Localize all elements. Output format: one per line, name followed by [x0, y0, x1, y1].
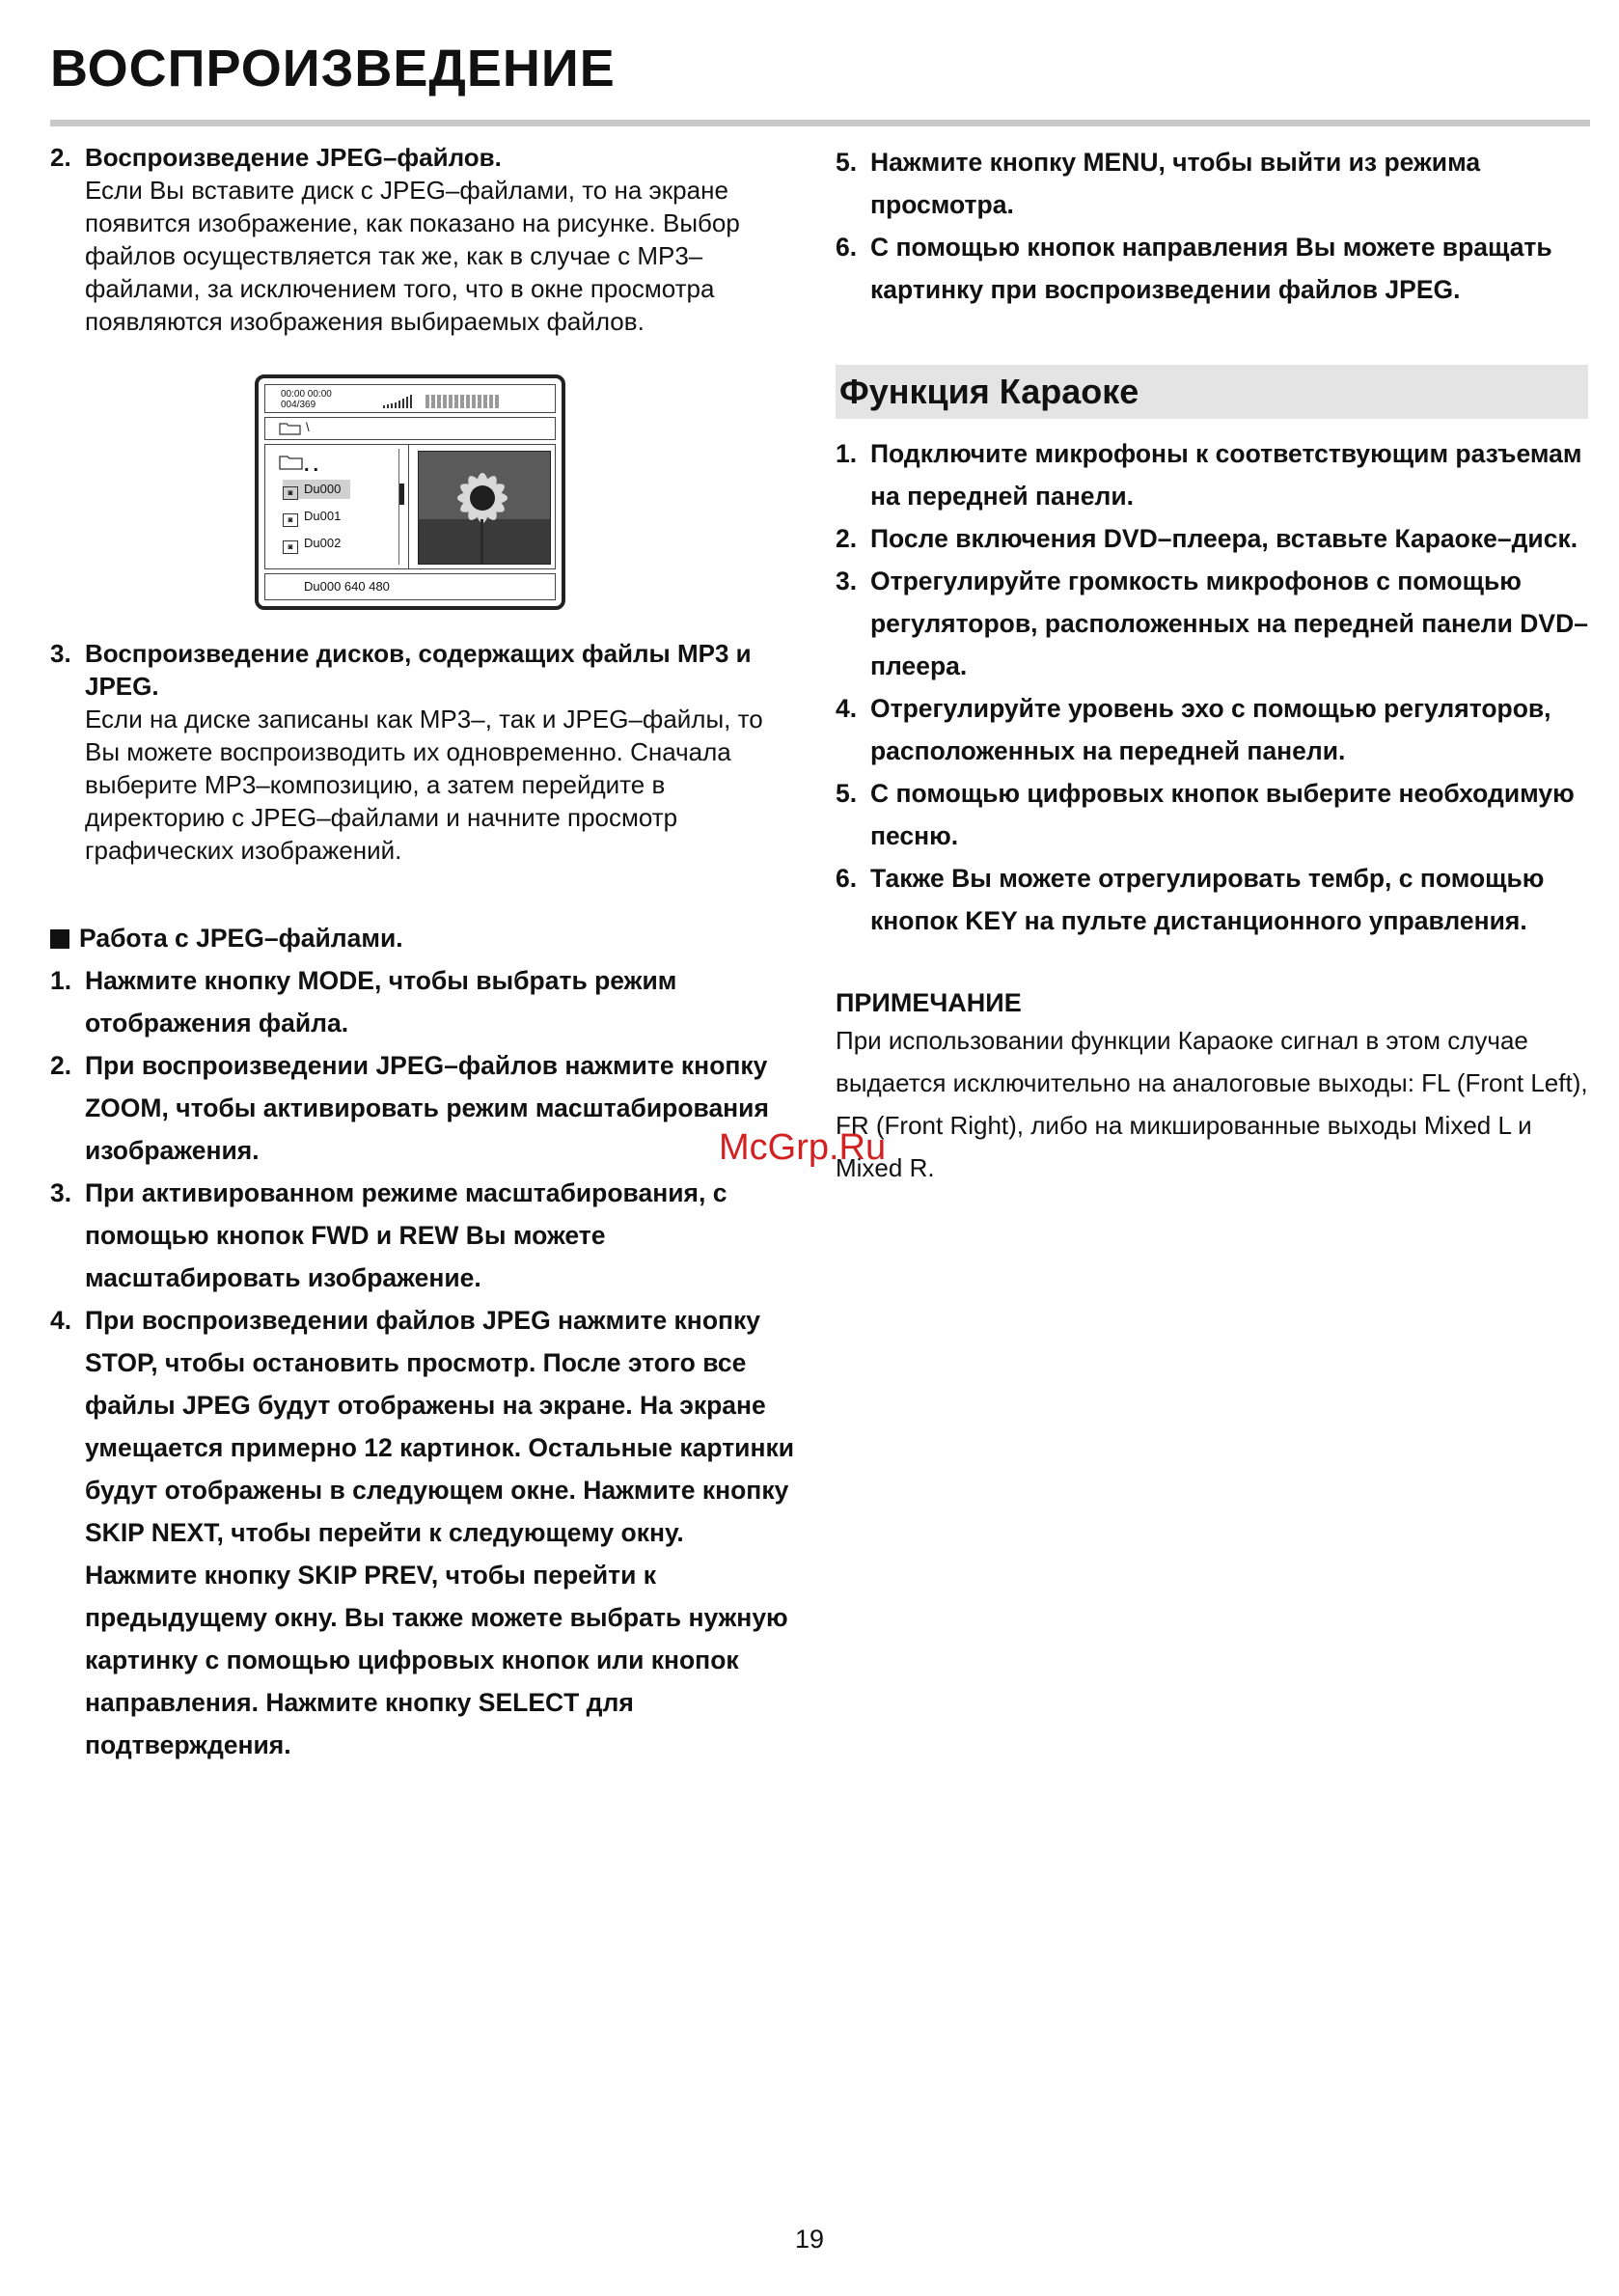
- section-2-text: Если Вы вставите диск с JPEG–файлами, то на экране появится изображение, как показано на рисунке. Выбор файлов осуществляется так же, как в случае с MP3–файлами, за исключением того, что в окне просмотра появляются изображения выбираемых файлов.: [85, 176, 740, 336]
- karaoke-section-title: Функция Караоке: [836, 365, 1588, 419]
- square-bullet-icon: [50, 929, 69, 949]
- list-item: 3. При активированном режиме масштабирования, с помощью кнопок FWD и REW Вы можете масштабировать изображение.: [50, 1178, 727, 1292]
- screen-illustration: [255, 374, 565, 610]
- image-file-icon: ◙: [283, 540, 298, 554]
- file-item-3: ◙ Du002: [283, 534, 341, 553]
- image-file-icon: ◙: [283, 486, 298, 500]
- list-item: 3. Отрегулируйте громкость микрофонов с помощью регуляторов, расположенных на передней панели DVD–плеера.: [836, 567, 1588, 680]
- section-2-heading: 2. Воспроизведение JPEG–файлов.: [50, 143, 502, 172]
- level-meter-icon: [383, 395, 528, 408]
- note-text: При использовании функции Караоке сигнал в этом случае выдается исключительно на аналоговые выходы: FL (Front Left), FR (Front Right), либо на микшированные выходы Mixed L и Mixed R.: [836, 1026, 1588, 1182]
- scrollbar: [398, 449, 404, 565]
- right-column: [836, 141, 1588, 1189]
- list-item: 1. Нажмите кнопку MODE, чтобы выбрать режим отображения файла.: [50, 966, 677, 1037]
- screen-file-list: [265, 445, 409, 568]
- list-item: 4. При воспроизведении файлов JPEG нажмите кнопку STOP, чтобы остановить просмотр. После этого все файлы JPEG будут отображены на экране. На экране умещается примерно 12 картинок. Остальные картинки будут отображены в следующем окне. Нажмите кнопку SKIP NEXT, чтобы перейти к следующему окну. Нажмите кнопку SKIP PREV, чтобы перейти к предыдущему окну. Вы также можете выбрать нужную картинку с помощью цифровых кнопок или кнопок направления. Нажмите кнопку SELECT для подтверждения.: [50, 1306, 795, 1759]
- section-3-text: Если на диске записаны как MP3–, так и JPEG–файлы, то Вы можете воспроизводить их одновременно. Сначала выберите MP3–композицию, а затем перейдите в директорию с JPEG–файлами и начните просмотр графических изображений.: [85, 705, 763, 865]
- page-number: 19: [794, 2225, 825, 2254]
- karaoke-list: [836, 432, 1588, 942]
- file-item-1: ◙ Du000: [283, 480, 350, 499]
- file-item-2: ◙ Du001: [283, 507, 341, 526]
- image-file-icon: ◙: [283, 513, 298, 527]
- photo-preview: [418, 451, 551, 565]
- list-item: 4. Отрегулируйте уровень эхо с помощью регуляторов, расположенных на передней панели.: [836, 694, 1551, 765]
- list-item: 6. Также Вы можете отрегулировать тембр, с помощью кнопок KEY на пульте дистанционного управления.: [836, 864, 1545, 935]
- screen-time: 00:00 00:00: [281, 389, 332, 400]
- list-item: 1. Подключите микрофоны к соответствующим разъемам на передней панели.: [836, 439, 1582, 511]
- screen-browser: [264, 444, 556, 569]
- scrollbar-thumb: [399, 484, 404, 505]
- list-item: 2. При воспроизведении JPEG–файлов нажмите кнопку ZOOM, чтобы активировать режим масштабирования изображения.: [50, 1051, 769, 1165]
- list-item: 5. С помощью цифровых кнопок выберите необходимую песню.: [836, 779, 1575, 850]
- list-item: 6. С помощью кнопок направления Вы можете вращать картинку при воспроизведении файлов JPEG.: [836, 233, 1552, 304]
- list-item: 2. После включения DVD–плеера, вставьте Караоке–диск.: [836, 524, 1578, 553]
- parent-dir: ..: [304, 455, 323, 476]
- section-3-heading: 3. Воспроизведение дисков, содержащих файлы MP3 и JPEG.: [50, 639, 752, 701]
- screen-count: 004/369: [281, 400, 316, 410]
- screen-info-bar: Du000 640 480: [264, 573, 556, 600]
- note-heading: ПРИМЕЧАНИЕ: [836, 988, 1022, 1017]
- folder-up-icon: [279, 453, 304, 470]
- title-divider: [50, 120, 1590, 126]
- left-column: [50, 141, 803, 1766]
- screen-path: \: [306, 420, 310, 434]
- folder-icon: [279, 421, 302, 435]
- screen-path-bar: [264, 417, 556, 440]
- watermark: McGrp.Ru: [719, 1127, 887, 1168]
- flower-preview-image: [419, 452, 550, 564]
- list-item: 5. Нажмите кнопку MENU, чтобы выйти из режима просмотра.: [836, 148, 1481, 219]
- jpeg-work-heading: Работа с JPEG–файлами.: [50, 917, 803, 959]
- jpeg-work-list-continued: [836, 141, 1588, 311]
- jpeg-work-list: [50, 959, 803, 1766]
- page-title: ВОСПРОИЗВЕДЕНИЕ: [50, 40, 616, 97]
- screen-status-bar: [264, 384, 556, 413]
